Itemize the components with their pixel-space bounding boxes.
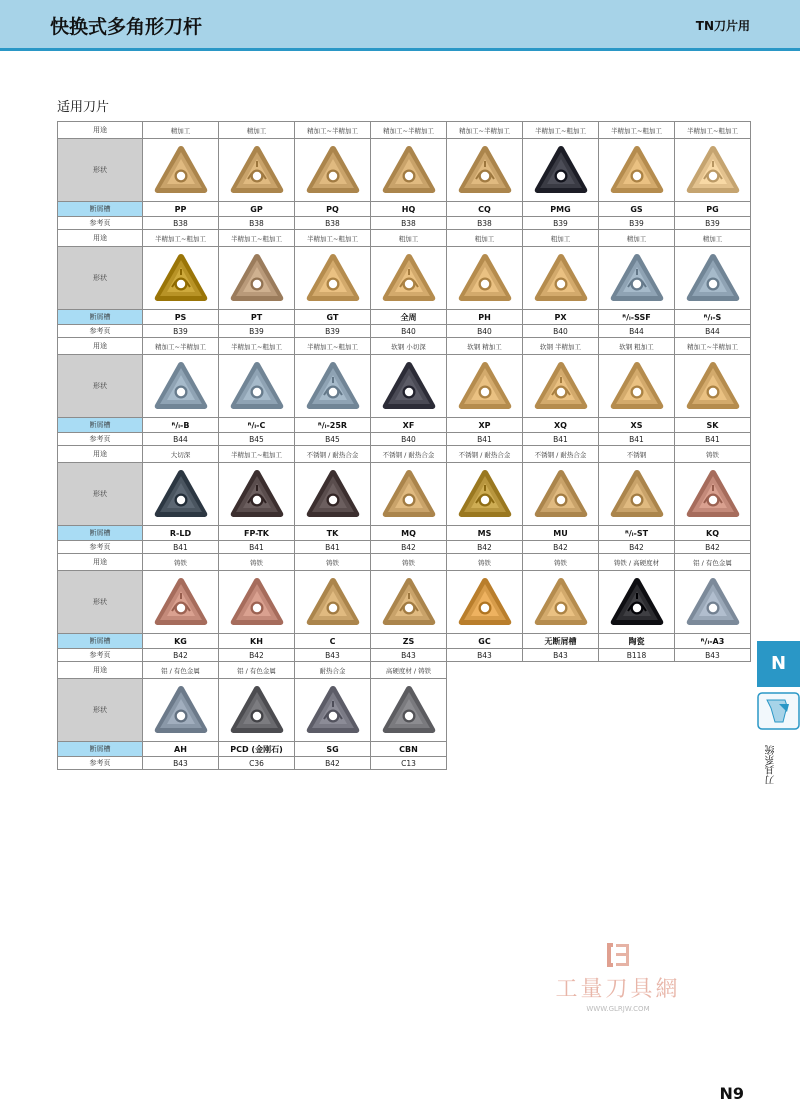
use-row-label: 用途 [58,122,143,139]
insert-shape [143,679,219,742]
chipbreaker-row-label: 断屑槽 [58,310,143,325]
insert-shape [143,139,219,202]
insert-ref-page: B41 [599,433,675,446]
shape-row [58,679,751,742]
insert-ref-page: B39 [295,325,371,338]
insert-ref-page: B42 [219,649,295,662]
tool-holder-icon [757,692,800,730]
insert-use: 不锈钢 / 耐热合金 [447,446,523,463]
insert-use: 高硬度材 / 铸铁 [371,662,447,679]
empty-cell [675,662,751,679]
insert-chipbreaker: PX [523,310,599,325]
insert-shape [295,355,371,418]
insert-use: 不锈钢 / 耐热合金 [523,446,599,463]
triangle-insert-icon [152,251,210,305]
insert-shape [219,679,295,742]
insert-chipbreaker: FP-TK [219,526,295,541]
insert-chipbreaker: KG [143,634,219,649]
insert-ref-page: B41 [219,541,295,554]
insert-chipbreaker: ᴿ/ₗ-S [675,310,751,325]
insert-ref-page: B44 [599,325,675,338]
chipbreaker-row [58,418,751,433]
insert-ref-page: B45 [219,433,295,446]
insert-use: 铸铁 [295,554,371,571]
insert-shape [295,571,371,634]
insert-shape [219,355,295,418]
insert-shape [143,463,219,526]
insert-shape [675,571,751,634]
insert-shape [523,247,599,310]
insert-shape [599,139,675,202]
insert-shape [447,247,523,310]
ref-row [58,757,751,770]
ref-row [58,325,751,338]
insert-use: 大切深 [143,446,219,463]
insert-ref-page: B40 [371,433,447,446]
insert-shape [371,355,447,418]
insert-ref-page: B44 [675,325,751,338]
insert-shape [675,463,751,526]
insert-ref-page: C13 [371,757,447,770]
insert-ref-page: B43 [371,649,447,662]
insert-shape [219,247,295,310]
insert-shape [295,679,371,742]
insert-chipbreaker: ZS [371,634,447,649]
shape-row [58,139,751,202]
insert-use: 软钢 半精加工 [523,338,599,355]
insert-shape [523,463,599,526]
chipbreaker-row [58,634,751,649]
insert-ref-page: B38 [447,217,523,230]
ref-row [58,541,751,554]
insert-table [57,121,751,770]
page-title: 快换式多角形刀杆 [50,16,203,38]
triangle-insert-icon [228,683,286,737]
insert-chipbreaker: PQ [295,202,371,217]
insert-chipbreaker: PG [675,202,751,217]
insert-use: 铸铁 [675,446,751,463]
side-tab-n[interactable]: N [757,641,800,687]
insert-ref-page: B43 [447,649,523,662]
ref-row-label: 参考页 [58,433,143,446]
insert-ref-page: B41 [143,541,219,554]
shape-row-label: 形状 [58,679,143,742]
insert-ref-page: B42 [143,649,219,662]
section-title: 适用刀片 [57,100,110,115]
insert-use: 不锈钢 / 耐热合金 [371,446,447,463]
insert-ref-page: B38 [371,217,447,230]
ref-row-label: 参考页 [58,757,143,770]
insert-ref-page: B41 [295,541,371,554]
insert-use: 半精加工~粗加工 [143,230,219,247]
shape-row-label: 形状 [58,247,143,310]
triangle-insert-icon [380,251,438,305]
empty-cell [675,757,751,770]
insert-ref-page: B39 [219,325,295,338]
use-row [58,230,751,247]
insert-use: 铸铁 [219,554,295,571]
empty-cell [599,679,675,742]
triangle-insert-icon [456,467,514,521]
ref-row-label: 参考页 [58,217,143,230]
insert-use: 半精加工~粗加工 [295,230,371,247]
empty-cell [447,757,523,770]
insert-use: 半精加工~粗加工 [523,122,599,139]
side-label: 刀具系统 [766,745,777,785]
chipbreaker-row [58,202,751,217]
insert-ref-page: B42 [371,541,447,554]
insert-use: 铸铁 [447,554,523,571]
insert-chipbreaker: SG [295,742,371,757]
insert-chipbreaker: PS [143,310,219,325]
empty-cell [599,757,675,770]
insert-ref-page: B42 [295,757,371,770]
insert-use: 精加工 [143,122,219,139]
insert-use: 精加工 [219,122,295,139]
insert-chipbreaker: PMG [523,202,599,217]
insert-chipbreaker: ᴿ/ₗ-ST [599,526,675,541]
insert-shape [219,463,295,526]
triangle-insert-icon [228,359,286,413]
insert-shape [447,571,523,634]
triangle-insert-icon [304,575,362,629]
insert-chipbreaker: 无断屑槽 [523,634,599,649]
insert-ref-page: B41 [523,433,599,446]
ref-row [58,217,751,230]
insert-use: 铝 / 有色金属 [143,662,219,679]
empty-cell [599,662,675,679]
insert-shape [447,355,523,418]
ref-row-label: 参考页 [58,541,143,554]
triangle-insert-icon [608,575,666,629]
triangle-insert-icon [532,575,590,629]
triangle-insert-icon [684,251,742,305]
insert-use: 精加工~半精加工 [447,122,523,139]
triangle-insert-icon [532,467,590,521]
insert-ref-page: B42 [675,541,751,554]
insert-chipbreaker: ᴿ/ₗ-25R [295,418,371,433]
shape-row [58,571,751,634]
insert-use: 半精加工~粗加工 [219,446,295,463]
insert-use: 精加工~半精加工 [675,338,751,355]
insert-shape [143,247,219,310]
triangle-insert-icon [304,359,362,413]
insert-ref-page: B38 [143,217,219,230]
ref-row [58,433,751,446]
insert-shape [523,571,599,634]
empty-cell [675,679,751,742]
insert-chipbreaker: KH [219,634,295,649]
triangle-insert-icon [608,467,666,521]
insert-chipbreaker: AH [143,742,219,757]
insert-ref-page: B45 [295,433,371,446]
triangle-insert-icon [608,251,666,305]
insert-chipbreaker: CQ [447,202,523,217]
insert-use: 耐热合金 [295,662,371,679]
insert-ref-page: B42 [599,541,675,554]
chipbreaker-row-label: 断屑槽 [58,526,143,541]
insert-chipbreaker: PP [143,202,219,217]
empty-cell [447,662,523,679]
triangle-insert-icon [228,575,286,629]
watermark-url: WWW.GLRJW.COM [586,1005,650,1013]
insert-chipbreaker: ᴿ/ₗ-B [143,418,219,433]
insert-chipbreaker: HQ [371,202,447,217]
insert-use: 半精加工~粗加工 [295,338,371,355]
insert-shape [295,139,371,202]
triangle-insert-icon [456,359,514,413]
insert-ref-page: B40 [371,325,447,338]
insert-chipbreaker: C [295,634,371,649]
insert-shape [599,463,675,526]
insert-use: 半精加工~粗加工 [675,122,751,139]
insert-ref-page: B41 [675,433,751,446]
shape-row-label: 形状 [58,463,143,526]
chipbreaker-row [58,526,751,541]
insert-shape [371,247,447,310]
triangle-insert-icon [456,251,514,305]
insert-chipbreaker: ᴿ/ₗ-A3 [675,634,751,649]
shape-row-label: 形状 [58,571,143,634]
use-row-label: 用途 [58,554,143,571]
insert-shape [599,247,675,310]
shape-row [58,247,751,310]
insert-shape [295,463,371,526]
insert-ref-page: B42 [523,541,599,554]
triangle-insert-icon [228,467,286,521]
insert-use: 半精加工~粗加工 [219,230,295,247]
chipbreaker-row-label: 断屑槽 [58,418,143,433]
use-row-label: 用途 [58,446,143,463]
shape-row [58,355,751,418]
insert-use: 铸铁 [523,554,599,571]
insert-chipbreaker: 陶瓷 [599,634,675,649]
use-row [58,122,751,139]
use-row-label: 用途 [58,230,143,247]
insert-shape [599,571,675,634]
chipbreaker-row [58,742,751,757]
empty-cell [599,742,675,757]
triangle-insert-icon [304,683,362,737]
triangle-insert-icon [380,467,438,521]
insert-shape [219,139,295,202]
insert-chipbreaker: GP [219,202,295,217]
insert-use: 精加工~半精加工 [143,338,219,355]
insert-use: 半精加工~粗加工 [219,338,295,355]
insert-shape [143,571,219,634]
triangle-insert-icon [228,251,286,305]
triangle-insert-icon [532,251,590,305]
insert-shape [447,139,523,202]
triangle-insert-icon [152,467,210,521]
insert-use: 铸铁 [371,554,447,571]
insert-shape [219,571,295,634]
empty-cell [675,742,751,757]
empty-cell [523,757,599,770]
watermark-logo-icon [603,940,633,970]
insert-ref-page: C36 [219,757,295,770]
shape-row-label: 形状 [58,355,143,418]
use-row-label: 用途 [58,338,143,355]
triangle-insert-icon [608,143,666,197]
insert-shape [371,139,447,202]
insert-use: 粗加工 [523,230,599,247]
insert-use: 铝 / 有色金属 [219,662,295,679]
insert-ref-page: B43 [523,649,599,662]
insert-ref-page: B39 [143,325,219,338]
use-row [58,338,751,355]
insert-shape [143,355,219,418]
triangle-insert-icon [304,467,362,521]
empty-cell [523,742,599,757]
insert-use: 精加工 [599,230,675,247]
page-number: N9 [719,1084,744,1103]
triangle-insert-icon [380,683,438,737]
insert-use: 不锈钢 [599,446,675,463]
triangle-insert-icon [608,359,666,413]
chipbreaker-row [58,310,751,325]
insert-chipbreaker: ᴿ/ₗ-SSF [599,310,675,325]
insert-shape [371,571,447,634]
chipbreaker-row-label: 断屑槽 [58,202,143,217]
insert-use: 精加工~半精加工 [371,122,447,139]
insert-chipbreaker: KQ [675,526,751,541]
insert-chipbreaker: XF [371,418,447,433]
insert-shape [523,139,599,202]
insert-chipbreaker: GS [599,202,675,217]
insert-chipbreaker: SK [675,418,751,433]
triangle-insert-icon [684,143,742,197]
empty-cell [523,679,599,742]
triangle-insert-icon [304,251,362,305]
insert-shape [371,463,447,526]
insert-shape [675,247,751,310]
insert-use: 铝 / 有色金属 [675,554,751,571]
use-row-label: 用途 [58,662,143,679]
watermark [538,940,698,1020]
insert-chipbreaker: ᴿ/ₗ-C [219,418,295,433]
shape-row-label: 形状 [58,139,143,202]
insert-use: 铸铁 / 高硬度材 [599,554,675,571]
shape-row [58,463,751,526]
insert-shape [599,355,675,418]
insert-use: 不锈钢 / 耐热合金 [295,446,371,463]
ref-row [58,649,751,662]
insert-chipbreaker: GC [447,634,523,649]
triangle-insert-icon [152,575,210,629]
triangle-insert-icon [228,143,286,197]
insert-ref-page: B38 [295,217,371,230]
empty-cell [523,662,599,679]
insert-chipbreaker: PCD (金刚石) [219,742,295,757]
ref-row-label: 参考页 [58,649,143,662]
insert-shape [523,355,599,418]
insert-use: 半精加工~粗加工 [599,122,675,139]
insert-shape [295,247,371,310]
insert-chipbreaker: MQ [371,526,447,541]
empty-cell [447,742,523,757]
insert-chipbreaker: XS [599,418,675,433]
insert-use: 软钢 精加工 [447,338,523,355]
triangle-insert-icon [684,467,742,521]
triangle-insert-icon [380,359,438,413]
insert-shape [675,355,751,418]
empty-cell [447,679,523,742]
insert-chipbreaker: R-LD [143,526,219,541]
chipbreaker-row-label: 断屑槽 [58,634,143,649]
use-row [58,662,751,679]
insert-use: 精加工 [675,230,751,247]
triangle-insert-icon [380,143,438,197]
insert-ref-page: B39 [599,217,675,230]
insert-chipbreaker: MS [447,526,523,541]
insert-ref-page: B43 [295,649,371,662]
insert-ref-page: B40 [523,325,599,338]
triangle-insert-icon [380,575,438,629]
header-divider [0,48,800,51]
insert-shape [447,463,523,526]
page-header [0,0,800,48]
insert-chipbreaker: XP [447,418,523,433]
insert-ref-page: B43 [143,757,219,770]
insert-use: 铸铁 [143,554,219,571]
insert-ref-page: B42 [447,541,523,554]
triangle-insert-icon [456,143,514,197]
insert-chipbreaker: MU [523,526,599,541]
use-row [58,446,751,463]
insert-chipbreaker: TK [295,526,371,541]
insert-shape [675,139,751,202]
page-subtitle: TN刀片用 [695,19,750,33]
triangle-insert-icon [532,143,590,197]
insert-chipbreaker: CBN [371,742,447,757]
chipbreaker-row-label: 断屑槽 [58,742,143,757]
insert-use: 软钢 粗加工 [599,338,675,355]
insert-chipbreaker: PH [447,310,523,325]
insert-ref-page: B40 [447,325,523,338]
use-row [58,554,751,571]
insert-use: 粗加工 [447,230,523,247]
triangle-insert-icon [152,359,210,413]
insert-ref-page: B44 [143,433,219,446]
insert-chipbreaker: GT [295,310,371,325]
triangle-insert-icon [456,575,514,629]
insert-ref-page: B38 [219,217,295,230]
triangle-insert-icon [304,143,362,197]
triangle-insert-icon [152,143,210,197]
insert-chipbreaker: XQ [523,418,599,433]
ref-row-label: 参考页 [58,325,143,338]
triangle-insert-icon [684,359,742,413]
triangle-insert-icon [152,683,210,737]
insert-chipbreaker: PT [219,310,295,325]
triangle-insert-icon [684,575,742,629]
insert-ref-page: B39 [523,217,599,230]
insert-ref-page: B118 [599,649,675,662]
insert-ref-page: B39 [675,217,751,230]
insert-use: 粗加工 [371,230,447,247]
insert-chipbreaker: 全周 [371,310,447,325]
insert-ref-page: B43 [675,649,751,662]
insert-use: 精加工~半精加工 [295,122,371,139]
insert-shape [371,679,447,742]
watermark-text: 工量刀具網 [555,977,681,1002]
triangle-insert-icon [532,359,590,413]
insert-use: 软钢 小切深 [371,338,447,355]
insert-ref-page: B41 [447,433,523,446]
